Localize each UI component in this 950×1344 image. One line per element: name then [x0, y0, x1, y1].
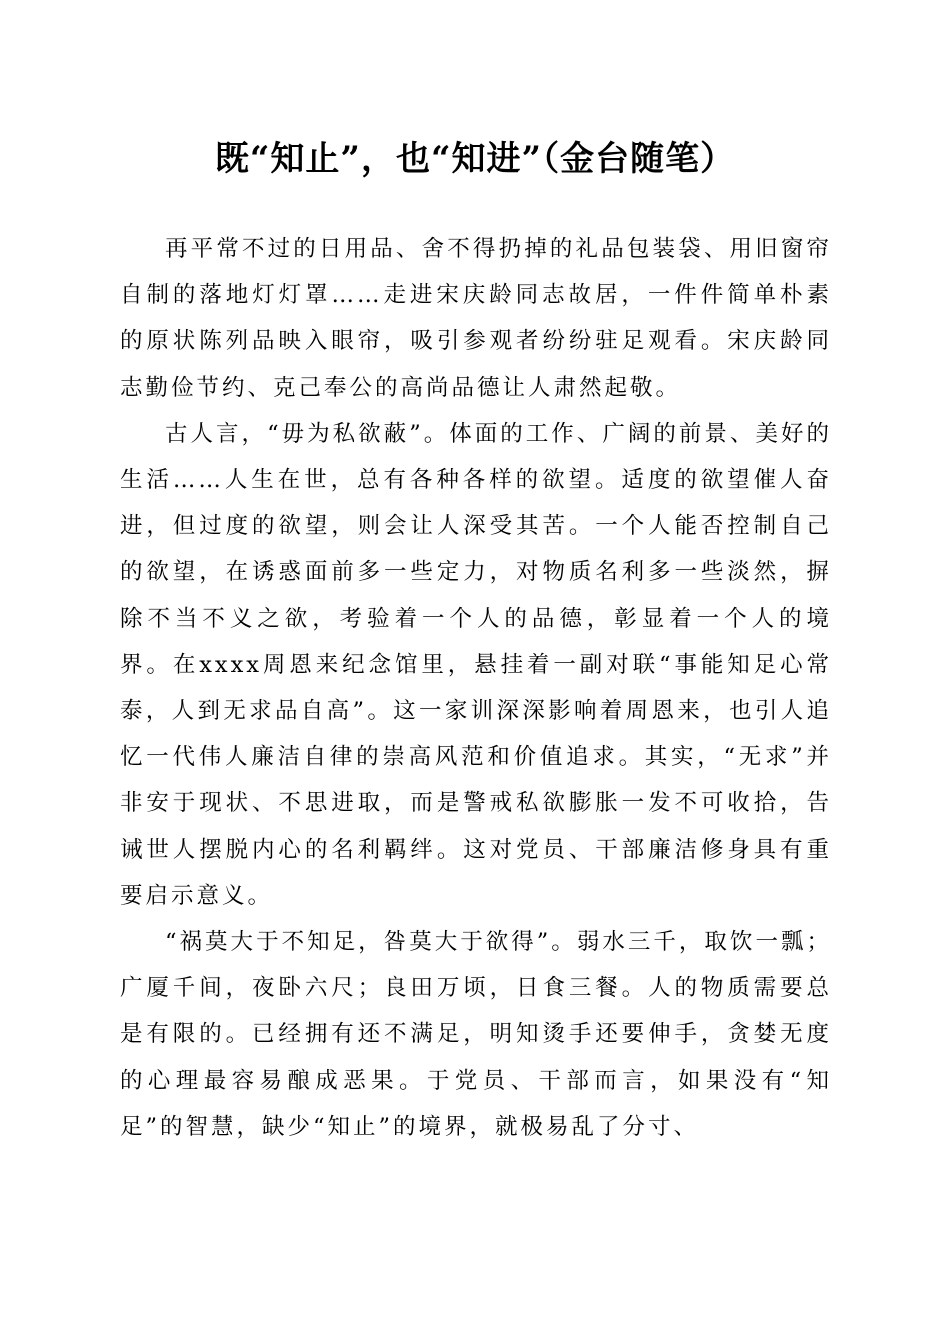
paragraph-2: 古人言，“毋为私欲蔽”。体面的工作、广阔的前景、美好的生活……人生在世，总有各种各样的欲望。适度的欲望催人奋进，但过度的欲望，则会让人深受其苦。一个人能否控制自己的欲望，在诱惑面前多一些定力，对物质名利多一些淡然，摒除不当不义之欲，考验着一个人的品德，彰显着一个人的境界。在xxxx周恩来纪念馆里，悬挂着一副对联“事能知足心常泰，人到无求品自高”。这一家训深深影响着周恩来，也引人追忆一代伟人廉洁自律的崇高风范和价值追求。其实，“无求”并非安于现状、不思进取，而是警戒私欲膨胀一发不可收拾，告诫世人摆脱内心的名利羁绊。这对党员、干部廉洁修身具有重要启示意义。 — [120, 420, 832, 909]
paragraph-3: “祸莫大于不知足，咎莫大于欲得”。弱水三千，取饮一瓢；广厦千间，夜卧六尺；良田万顷，日食三餐。人的物质需要总是有限的。已经拥有还不满足，明知烫手还要伸手，贪婪无度的心理最容易酿成恶果。于党员、干部而言，如果没有“知足”的智慧，缺少“知止”的境界，就极易乱了分寸、 — [120, 929, 832, 1140]
document-title: 既“知止”，也“知进”（金台随笔） — [214, 139, 736, 179]
paragraph-1: 再平常不过的日用品、舍不得扔掉的礼品包装袋、用旧窗帘自制的落地灯灯罩……走进宋庆龄同志故居，一件件简单朴素的原状陈列品映入眼帘，吸引参观者纷纷驻足观看。宋庆龄同志勤俭节约、克己奉公的高尚品德让人肃然起敬。 — [120, 236, 832, 401]
document-body — [120, 226, 832, 1150]
